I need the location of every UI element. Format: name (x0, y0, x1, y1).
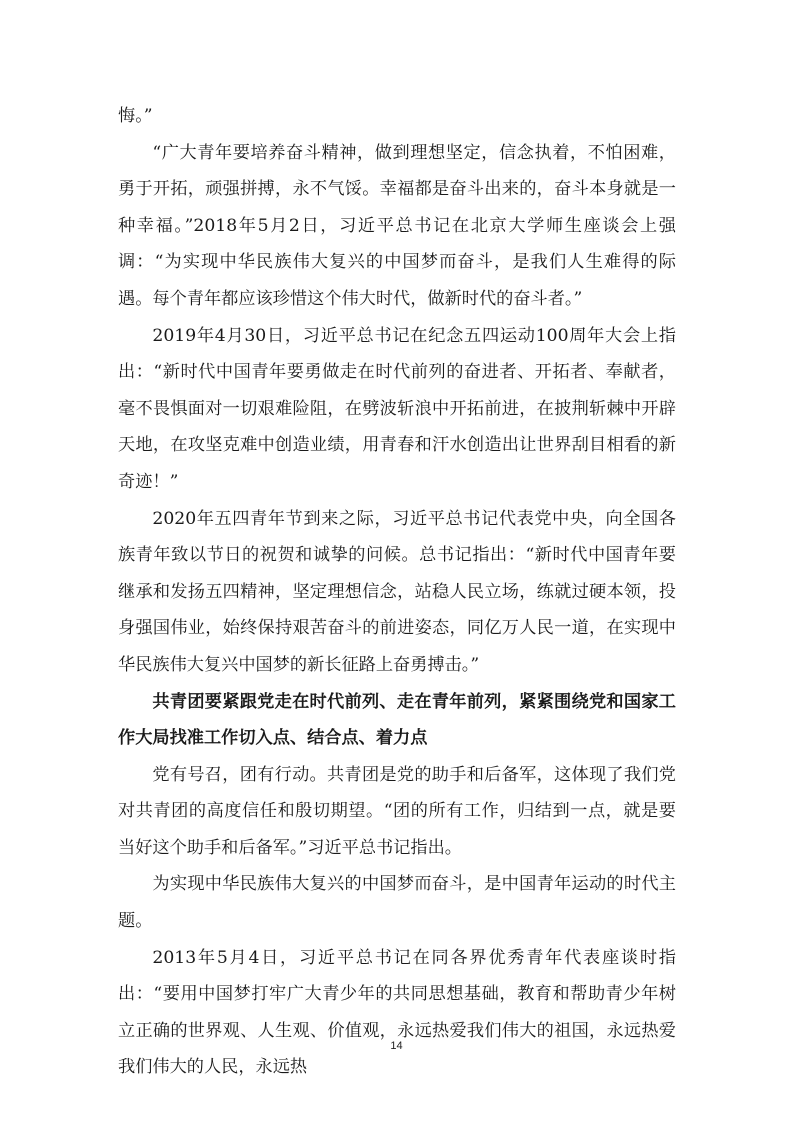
section-heading: 共青团要紧跟党走在时代前列、走在青年前列，紧紧围绕党和国家工作大局找准工作切入点、结合点、着力点 (118, 691, 676, 749)
paragraph: 为实现中华民族伟大复兴的中国梦而奋斗，是中国青年运动的时代主题。 (118, 874, 676, 932)
paragraph: 2020年五四青年节到来之际，习近平总书记代表党中央，向全国各族青年致以节日的祝贺和诚挚的问候。总书记指出：“新时代中国青年要继承和发扬五四精神，坚定理想信念，站稳人民立场，练就过硬本领，投身强国伟业，始终保持艰苦奋斗的前进姿态，同亿万人民一道，在实现中华民族伟大复兴中国梦的新长征路上奋勇搏击。” (118, 508, 676, 675)
paragraph: 党有号召，团有行动。共青团是党的助手和后备军，这体现了我们党对共青团的高度信任和殷切期望。“团的所有工作，归结到一点，就是要当好这个助手和后备军。”习近平总书记指出。 (118, 764, 676, 858)
page-number: 14 (390, 1040, 403, 1052)
document-body (118, 98, 676, 1086)
paragraph: 2019年4月30日，习近平总书记在纪念五四运动100周年大会上指出：“新时代中国青年要勇做走在时代前列的奋进者、开拓者、奉献者，毫不畏惧面对一切艰难险阻，在劈波斩浪中开拓前进，在披荆斩棘中开辟天地，在攻坚克难中创造业绩，用青春和汗水创造出让世界刮目相看的新奇迹！” (118, 325, 676, 492)
paragraph: “广大青年要培养奋斗精神，做到理想坚定，信念执着，不怕困难，勇于开拓，顽强拼搏，永不气馁。幸福都是奋斗出来的，奋斗本身就是一种幸福。”2018年5月2日，习近平总书记在北京大学师生座谈会上强调：“为实现中华民族伟大复兴的中国梦而奋斗，是我们人生难得的际遇。每个青年都应该珍惜这个伟大时代，做新时代的奋斗者。” (118, 142, 676, 309)
paragraph: 2013年5月4日，习近平总书记在同各界优秀青年代表座谈时指出：“要用中国梦打牢广大青少年的共同思想基础，教育和帮助青少年树立正确的世界观、人生观、价值观，永远热爱我们伟大的祖国，永远热爱我们伟大的人民，永远热 (118, 947, 676, 1078)
paragraph-continuation: 悔。” (118, 106, 153, 126)
